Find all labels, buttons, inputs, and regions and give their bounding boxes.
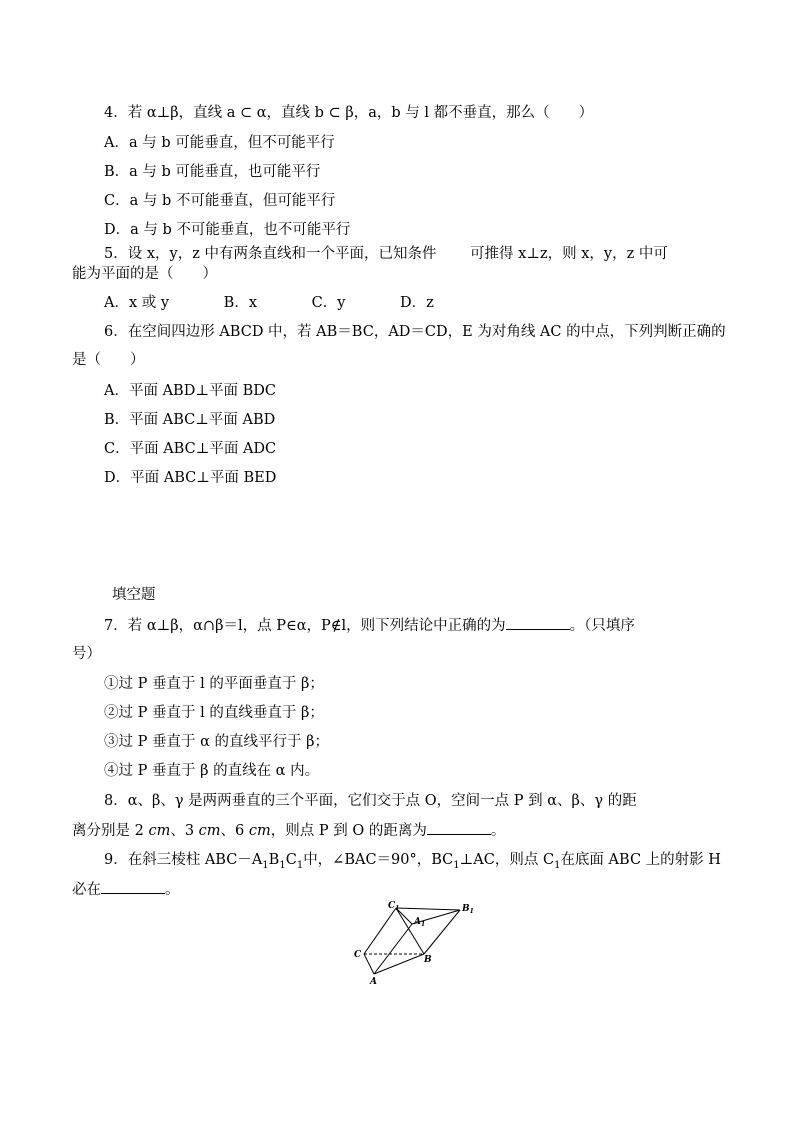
edge-b1-b [424, 910, 460, 954]
q9-text-f: 在底面 ABC 上的射影 H [560, 852, 721, 868]
label-c1: $C_1$ [388, 901, 400, 912]
q9-text-line2-end: 。 [165, 882, 180, 898]
q8-answer-blank [427, 820, 491, 835]
q8-text-c: 、6 [220, 823, 249, 839]
q9-text-b: B [268, 852, 280, 868]
q5-option-d: D．z [400, 295, 434, 311]
q6-option-b: B．平面 ABC⊥平面 ABD [104, 412, 276, 428]
q8-unit-1: cm [148, 823, 171, 839]
q9-sub-b1: 1 [279, 859, 286, 871]
q8-stem-line1: 8．α、β、γ 是两两垂直的三个平面，它们交于点 O，空间一点 P 到 α、β、γ 的距 [104, 793, 637, 809]
q5-option-b: B．x [223, 295, 258, 311]
label-a1: $A_1$ [414, 917, 426, 928]
q9-stem-line1 [104, 850, 721, 876]
section-title-fill-in: 填空题 [112, 587, 156, 603]
q7-stem-line2: 号） [72, 646, 101, 662]
q6-stem-line2: 是（ ） [72, 352, 145, 368]
q8-stem-line2 [72, 820, 505, 841]
q5-options [104, 293, 434, 313]
q8-text-b: 、3 [170, 823, 199, 839]
q9-stem-line2 [72, 879, 180, 900]
q9-text-a: 9．在斜三棱柱 ABC－A [104, 852, 263, 868]
edge-c1-c [364, 908, 396, 954]
q9-sub-c1: 1 [296, 859, 304, 871]
q9-text-e: ⊥AC，则点 C [459, 852, 555, 868]
q7-stem-line1 [104, 615, 635, 636]
q7-stem-part2: 。（只填序 [569, 618, 635, 634]
q4-option-a: A．a 与 b 可能垂直，但不可能平行 [104, 135, 335, 151]
label-b: B [424, 955, 432, 965]
q7-answer-blank [506, 615, 570, 630]
edge-c-a [364, 954, 374, 974]
q9-sub-a1: 1 [262, 859, 269, 871]
q5-stem-line2: 能为平面的是（ ） [72, 266, 217, 282]
label-c: C [354, 950, 362, 960]
q7-item-2: ②过 P 垂直于 l 的直线垂直于 β； [104, 705, 324, 721]
q9-sub-bc1: 1 [453, 859, 460, 871]
q7-stem-part1: 7．若 α⊥β，α∩β＝l，点 P∈α，P∉l，则下列结论中正确的为 [104, 618, 506, 634]
edge-b-c1 [396, 908, 424, 954]
q8-text-d: ，则点 P 到 O 的距离为 [270, 823, 427, 839]
q7-item-1: ①过 P 垂直于 l 的平面垂直于 β； [104, 676, 324, 692]
q4-stem: 4．若 α⊥β，直线 a ⊂ α，直线 b ⊂ β，a，b 与 l 都不垂直，那么（ ） [104, 105, 594, 121]
q6-stem-line1: 6．在空间四边形 ABCD 中，若 AB＝BC，AD＝CD，E 为对角线 AC 的中点，下列判断正确的 [104, 324, 726, 340]
q6-option-a: A．平面 ABD⊥平面 BDC [104, 383, 276, 399]
label-a: A [370, 977, 377, 987]
q4-option-c: C．a 与 b 不可能垂直，但可能平行 [104, 193, 336, 209]
q8-unit-2: cm [198, 823, 221, 839]
q5-option-a: A．x 或 y [104, 295, 170, 311]
q9-sub-c1b: 1 [554, 859, 561, 871]
q9-text-d: 中，∠BAC＝90°，BC [303, 852, 454, 868]
label-b1: $B_1$ [462, 904, 474, 915]
q6-option-c: C．平面 ABC⊥平面 ADC [104, 441, 277, 457]
q5-option-c: C．y [311, 295, 346, 311]
prism-figure [348, 896, 488, 988]
edge-c1-b1 [396, 908, 460, 910]
q7-item-3: ③过 P 垂直于 α 的直线平行于 β； [104, 734, 329, 750]
q9-answer-blank [101, 879, 165, 894]
q9-text-line2: 必在 [72, 882, 101, 898]
q4-option-b: B．a 与 b 可能垂直，也可能平行 [104, 164, 321, 180]
q9-text-c: C [285, 852, 297, 868]
q5-stem-line1: 5．设 x，y，z 中有两条直线和一个平面，已知条件 可推得 x⊥z，则 x，y，z 中可 [104, 246, 668, 262]
q8-text-end: 。 [490, 823, 506, 839]
q6-option-d: D．平面 ABC⊥平面 BED [104, 470, 277, 486]
q7-item-4: ④过 P 垂直于 β 的直线在 α 内。 [104, 763, 320, 779]
q8-text-a: 离分别是 2 [72, 823, 149, 839]
q8-unit-3: cm [248, 823, 271, 839]
q4-option-d: D．a 与 b 不可能垂直，也不可能平行 [104, 222, 351, 238]
